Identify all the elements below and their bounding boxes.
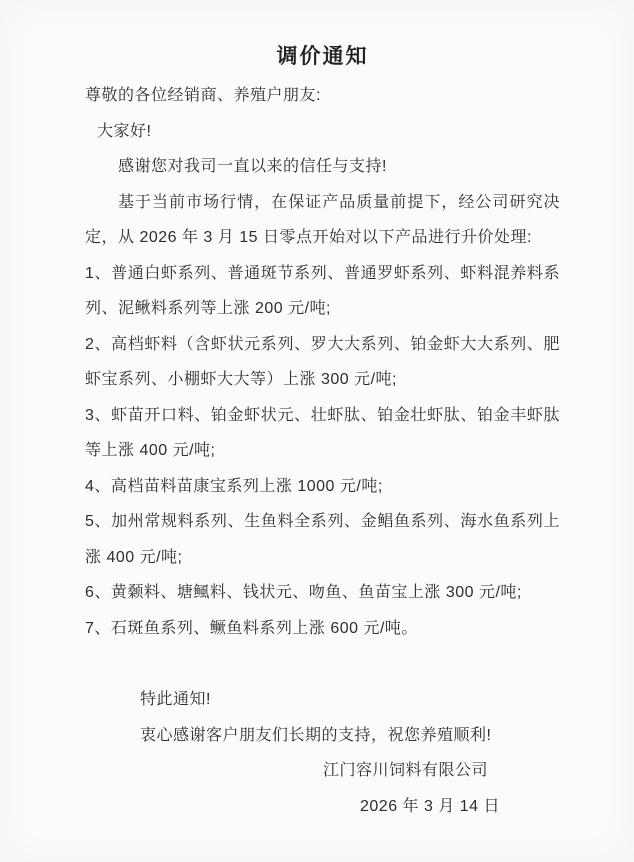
date-line: 2026 年 3 月 14 日 [360, 797, 501, 815]
intro-paragraph: 基于当前市场行情，在保证产品质量前提下，经公司研究决定，从 2026 年 3 月 15 日零点开始对以下产品进行升价处理: [85, 193, 560, 246]
thanks-line: 感谢您对我司一直以来的信任与支持! [118, 158, 387, 175]
price-item-1: 1、普通白虾系列、普通斑节系列、普通罗虾系列、虾料混养料系列、泥鳅料系列等上涨 200 元/吨; [85, 264, 560, 317]
price-item-7: 7、石斑鱼系列、鳜鱼料系列上涨 600 元/吨。 [85, 619, 418, 637]
closing-line: 衷心感谢客户朋友们长期的支持，祝您养殖顺利! [140, 726, 492, 744]
price-item-5: 5、加州常规料系列、生鱼料全系列、金鲳鱼系列、海水鱼系列上涨 400 元/吨; [85, 513, 560, 566]
salutation-line: 尊敬的各位经销商、养殖户朋友: [85, 87, 321, 104]
company-signature: 江门容川饲料有限公司 [323, 762, 489, 779]
price-item-6: 6、黄颡料、塘鲺料、钱状元、吻鱼、鱼苗宝上涨 300 元/吨; [85, 584, 522, 601]
price-item-3: 3、虾苗开口料、铂金虾状元、壮虾肽、铂金壮虾肽、铂金丰虾肽等上涨 400 元/吨; [85, 406, 560, 459]
notice-line: 特此通知! [140, 691, 211, 708]
price-item-2: 2、高档虾料（含虾状元系列、罗大大系列、铂金虾大大系列、肥虾宝系列、小棚虾大大等）上涨 300 元/吨; [85, 335, 560, 388]
price-item-4: 4、高档苗料苗康宝系列上涨 1000 元/吨; [85, 477, 383, 495]
document-title: 调价通知 [276, 45, 369, 68]
greeting-line: 大家好! [97, 122, 152, 140]
